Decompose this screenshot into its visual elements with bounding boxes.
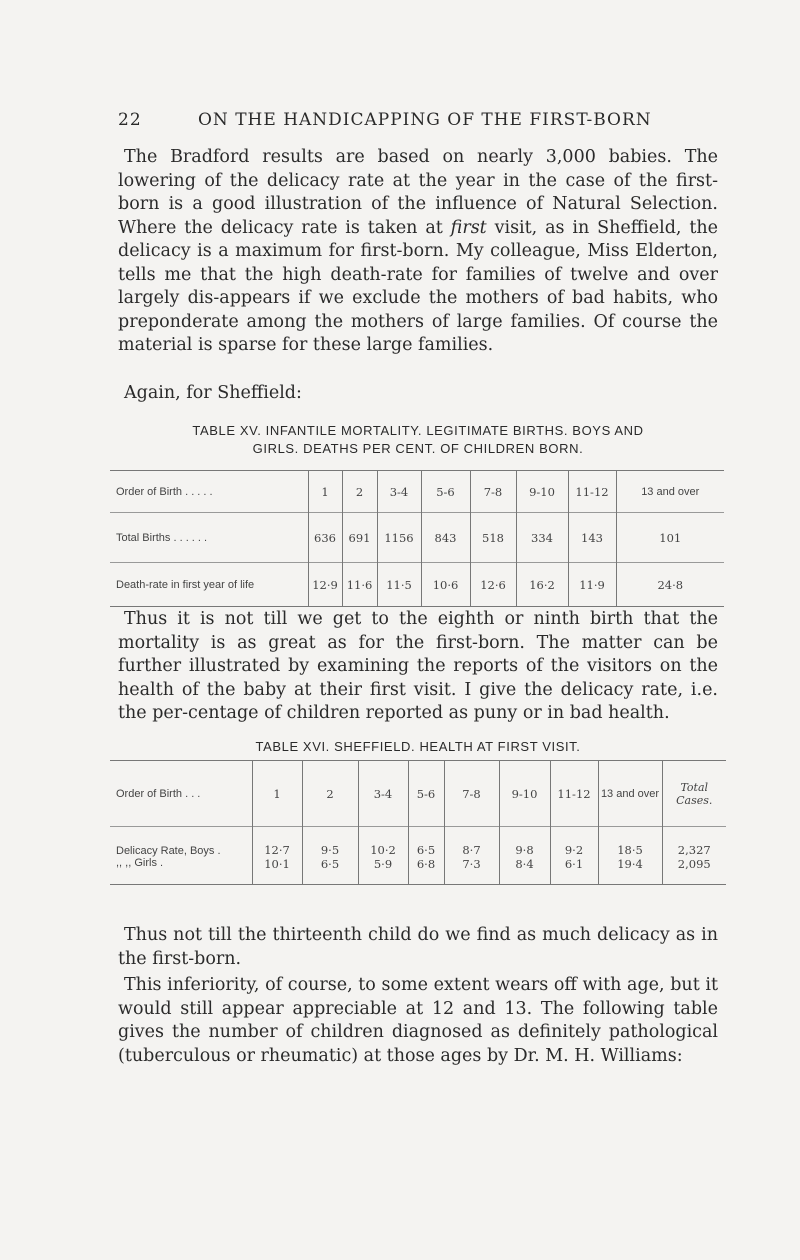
table15-cell: 11·6 (342, 563, 377, 607)
table16-girls-cell: 6·8 (408, 857, 444, 885)
table16-girls-cell: 10·1 (252, 857, 302, 885)
table15-caption (118, 422, 718, 458)
table15-cell: 13 and over (616, 471, 724, 513)
table15-caption-line1: TABLE XV. INFANTILE MORTALITY. LEGITIMATE BIRTHS. BOYS AND (192, 423, 644, 438)
table16-row-boys (110, 827, 726, 857)
table15-cell: 16·2 (516, 563, 568, 607)
running-title: ON THE HANDICAPPING OF THE FIRST-BORN (198, 110, 652, 130)
table16-girls-cell: 19·4 (598, 857, 662, 885)
p1-italic: first (450, 217, 487, 238)
table16-caption: TABLE XVI. SHEFFIELD. HEALTH AT FIRST VISIT. (255, 739, 581, 754)
running-header (118, 110, 718, 130)
table15-cell: 843 (421, 513, 470, 563)
table15-row-order (110, 471, 724, 513)
table15-row-births (110, 513, 724, 563)
table15-row-label: Death-rate in first year of life (110, 563, 308, 607)
table16-girls-label: ,, ,, Girls . (110, 857, 252, 885)
table16-header-cell: 13 and over (598, 761, 662, 827)
table16-header-cell: 9-10 (499, 761, 550, 827)
table15-cell: 11-12 (568, 471, 616, 513)
table16-boys-cell: 9·8 (499, 827, 550, 857)
table16-header-cell: 3-4 (358, 761, 408, 827)
table16-header-cell: 1 (252, 761, 302, 827)
table15-cell: 10·6 (421, 563, 470, 607)
table16-boys-label: Delicacy Rate, Boys . (110, 827, 252, 857)
table15-caption-line2: GIRLS. DEATHS PER CENT. OF CHILDREN BORN. (252, 441, 584, 456)
paragraph-inferiority (118, 974, 718, 1068)
table15 (110, 470, 724, 607)
paragraph-sheffield-intro (118, 382, 718, 406)
table16-boys-cell: 12·7 (252, 827, 302, 857)
page-number: 22 (118, 110, 142, 130)
table16-girls-total: 2,095 (662, 857, 726, 885)
table16-girls-cell: 7·3 (444, 857, 499, 885)
table15-row-label: Order of Birth . . . . . (110, 471, 308, 513)
table16-boys-cell: 9·2 (550, 827, 598, 857)
table16-header-cell: 7-8 (444, 761, 499, 827)
table16-header-cell: 2 (302, 761, 358, 827)
table15-cell: 636 (308, 513, 342, 563)
table15-cell: 24·8 (616, 563, 724, 607)
table16-boys-cell: 10·2 (358, 827, 408, 857)
table15-cell: 518 (470, 513, 516, 563)
table16-row-header (110, 761, 726, 827)
p4-text: Thus not till the thirteenth child do we find as much delicacy as in the first-born. (118, 925, 718, 969)
table15-cell: 7-8 (470, 471, 516, 513)
table16-girls-cell: 8·4 (499, 857, 550, 885)
table15-cell: 5-6 (421, 471, 470, 513)
table16-header-total: Total Cases. (662, 761, 726, 827)
table16-boys-cell: 9·5 (302, 827, 358, 857)
table15-cell: 12·9 (308, 563, 342, 607)
p1-text-b: visit, as in Sheffield, the delicacy is a maximum for first-born. My colleague, Miss Elderton, tells me that the high death-rate for families of twelve and over largely dis-appears if we exclude the mothers of bad habits, who preponderate among the mothers of large families. Of course the material is sparse for these large families. (118, 217, 718, 355)
table15-cell: 12·6 (470, 563, 516, 607)
table15-cell: 1156 (377, 513, 421, 563)
table15-cell: 334 (516, 513, 568, 563)
table15-cell: 11·9 (568, 563, 616, 607)
table16-boys-cell: 8·7 (444, 827, 499, 857)
table16-girls-cell: 5·9 (358, 857, 408, 885)
table15-cell: 691 (342, 513, 377, 563)
paragraph-bradford (118, 146, 718, 358)
table15-cell: 3-4 (377, 471, 421, 513)
p5-text: This inferiority, of course, to some extent wears off with age, but it would still appear appreciable at 12 and 13. The following table gives the number of children diagnosed as definitely pathological (tuberculous or rheumatic) at those ages by Dr. M. H. Williams: (118, 975, 718, 1066)
table16-header-label: Order of Birth . . . (110, 761, 252, 827)
table16-girls-cell: 6·5 (302, 857, 358, 885)
table15-row-deathrate (110, 563, 724, 607)
table16 (110, 760, 726, 885)
p2-text: Again, for Sheffield: (124, 383, 302, 403)
table16-boys-cell: 6·5 (408, 827, 444, 857)
table15-cell: 143 (568, 513, 616, 563)
paragraph-thirteenth (118, 924, 718, 971)
table16-boys-total: 2,327 (662, 827, 726, 857)
table16-boys-cell: 18·5 (598, 827, 662, 857)
table15-cell: 101 (616, 513, 724, 563)
table16-header-cell: 5-6 (408, 761, 444, 827)
table16-girls-cell: 6·1 (550, 857, 598, 885)
p3-text: Thus it is not till we get to the eighth or ninth birth that the mortality is as great as for the first-born. The matter can be further illustrated by examining the reports of the visitors on the health of the baby at their first visit. I give the delicacy rate, i.e. the per-centage of children reported as puny or in bad health. (118, 609, 718, 723)
table15-cell: 11·5 (377, 563, 421, 607)
table15-cell: 9-10 (516, 471, 568, 513)
table15-cell: 1 (308, 471, 342, 513)
table15-row-label: Total Births . . . . . . (110, 513, 308, 563)
p1-text-a: The Bradford results are based on nearly 3,000 babies. The lowering of the delicacy rate at the year in the case of the first-born is a good illustration of the influence of Natural Selection. Where the delicacy rate is taken at (118, 147, 718, 238)
paragraph-eighth-ninth (118, 608, 718, 726)
table15-cell: 2 (342, 471, 377, 513)
table16-header-cell: 11-12 (550, 761, 598, 827)
table16-row-girls (110, 857, 726, 885)
